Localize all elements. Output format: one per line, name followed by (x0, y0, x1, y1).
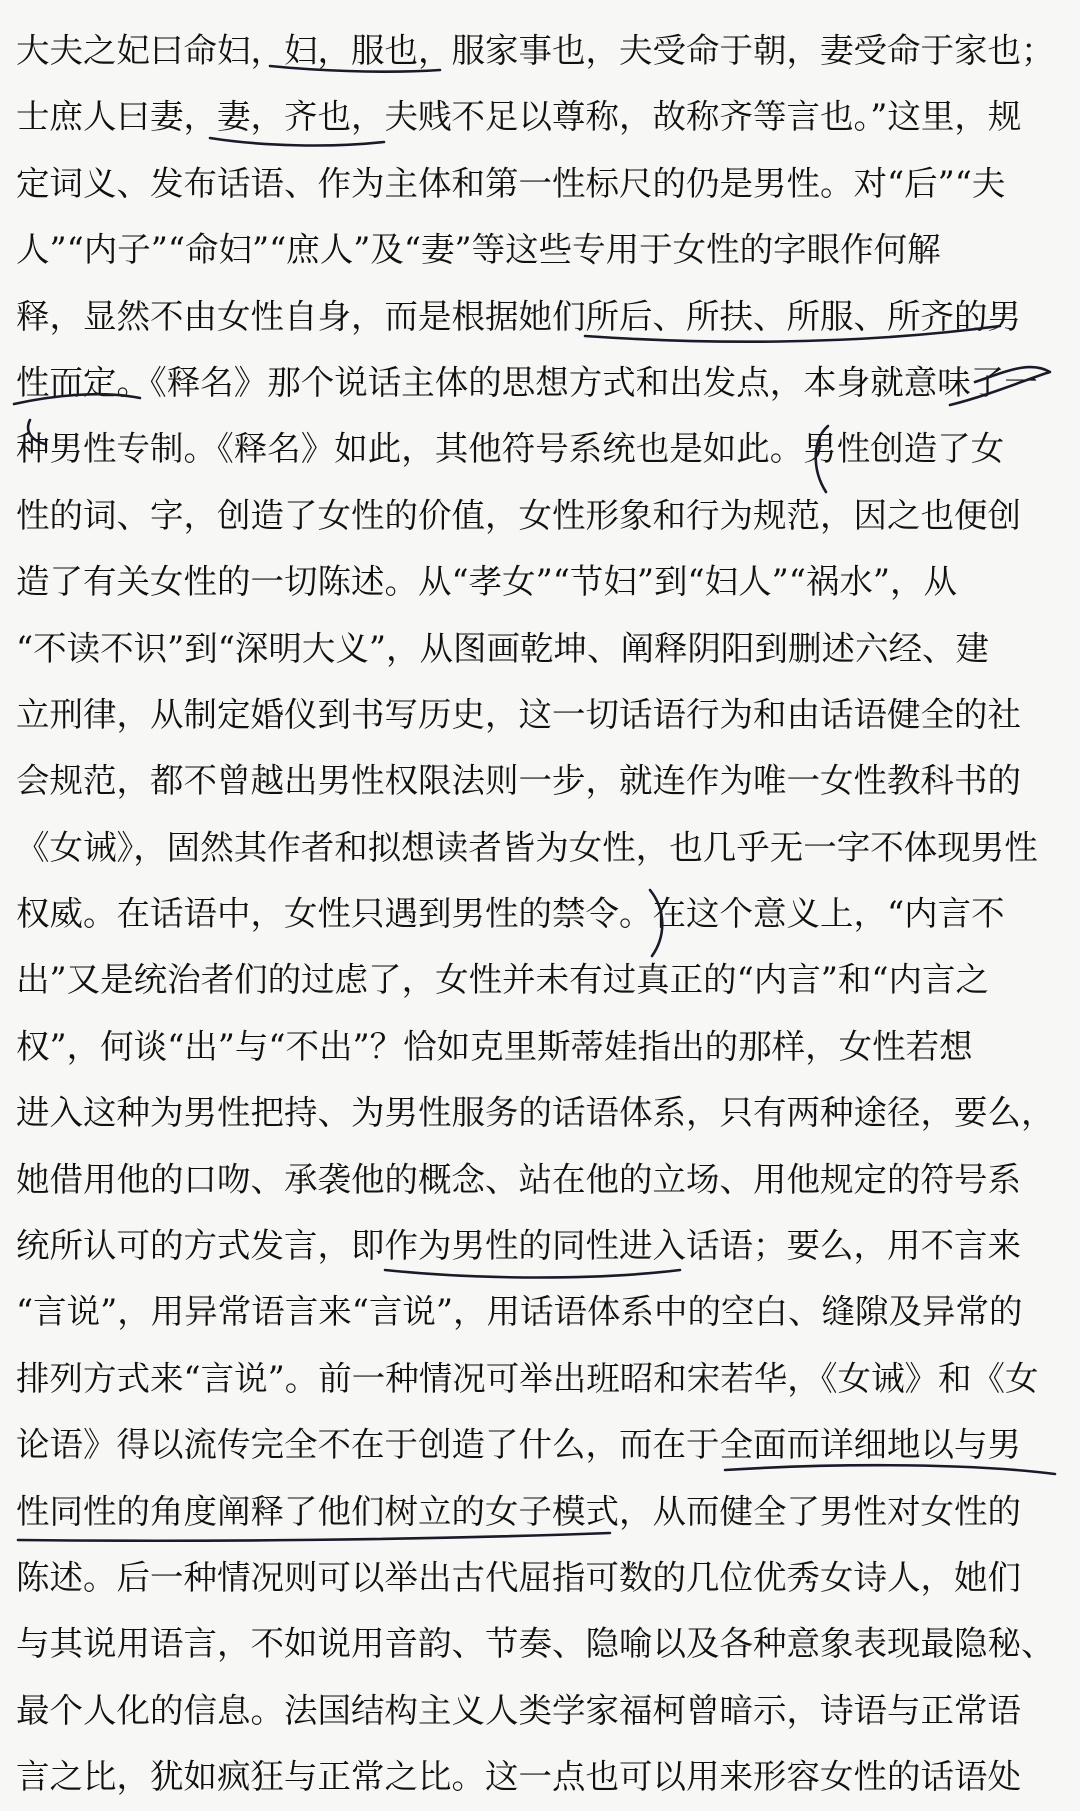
text-line: 会规范，都不曾越出男性权限法则一步，就连作为唯一女性教科书的 (16, 761, 1021, 801)
text-line: 进入这种为男性把持、为男性服务的话语体系，只有两种途径，要么， (16, 1093, 1055, 1133)
text-line: 她借用他的口吻、承袭他的概念、站在他的立场、用他规定的符号系 (16, 1159, 1021, 1199)
text-line: 性同性的角度阐释了他们树立的女子模式，从而健全了男性对女性的 (16, 1491, 1021, 1531)
text-line: 立刑律，从制定婚仪到书写历史，这一切话语行为和由话语健全的社 (16, 694, 1021, 734)
text-line: 造了有关女性的一切陈述。从“孝女”“节妇”到“妇人”“祸水”，从 (16, 562, 958, 602)
text-line: 论语》得以流传完全不在于创造了什么，而在于全面而详细地以与男 (16, 1425, 1021, 1465)
body-text (16, 18, 1076, 1811)
text-line: 统所认可的方式发言，即作为男性的同性进入话语；要么，用不言来 (16, 1226, 1021, 1266)
text-line: 排列方式来“言说”。前一种情况可举出班昭和宋若华，《女诫》和《女 (16, 1358, 1039, 1398)
text-line: 言之比，犹如疯狂与正常之比。这一点也可以用来形容女性的话语处 (16, 1757, 1021, 1797)
text-line: 大夫之妃曰命妇，妇，服也，服家事也，夫受命于朝，妻受命于家也； (16, 31, 1055, 70)
text-line: 最个人化的信息。法国结构主义人类学家福柯曾暗示，诗语与正常语 (16, 1690, 1021, 1730)
text-line: 人”“内子”“命妇”“庶人”及“妻”等这些专用于女性的字眼作何解 (16, 230, 941, 270)
text-line: “不读不识”到“深明大义”，从图画乾坤、阐释阴阳到删述六经、建 (16, 628, 990, 668)
text-line: 与其说用语言，不如说用音韵、节奏、隐喻以及各种意象表现最隐秘、 (16, 1624, 1055, 1664)
text-line: 权”，何谈“出”与“不出”？恰如克里斯蒂娃指出的那样，女性若想 (16, 1026, 973, 1066)
text-line: 权威。在话语中，女性只遇到男性的禁令。在这个意义上，“内言不 (16, 894, 1005, 934)
text-line: 《女诫》，固然其作者和拟想读者皆为女性，也几乎无一字不体现男性 (16, 827, 1038, 867)
text-line: 定词义、发布话语、作为主体和第一性标尺的仍是男性。对“后”“夫 (16, 163, 1006, 203)
text-line: “言说”，用异常语言来“言说”，用话语体系中的空白、缝隙及异常的 (16, 1292, 1023, 1332)
text-line: 性的词、字，创造了女性的价值，女性形象和行为规范，因之也便创 (16, 495, 1021, 535)
text-line: 士庶人曰妻，妻，齐也，夫贱不足以尊称，故称齐等言也。”这里，规 (16, 97, 1022, 137)
text-line: 出”又是统治者们的过虑了，女性并未有过真正的“内言”和“内言之 (16, 960, 990, 1000)
text-line: 性而定。《释名》那个说话主体的思想方式和出发点，本身就意味了一 (16, 362, 1038, 402)
text-line: 释，显然不由女性自身，而是根据她们所后、所扶、所服、所齐的男 (16, 296, 1021, 336)
text-line: 种男性专制。《释名》如此，其他符号系统也是如此。男性创造了女 (16, 429, 1005, 469)
text-line: 陈述。后一种情况则可以举出古代屈指可数的几位优秀女诗人，她们 (16, 1557, 1021, 1597)
